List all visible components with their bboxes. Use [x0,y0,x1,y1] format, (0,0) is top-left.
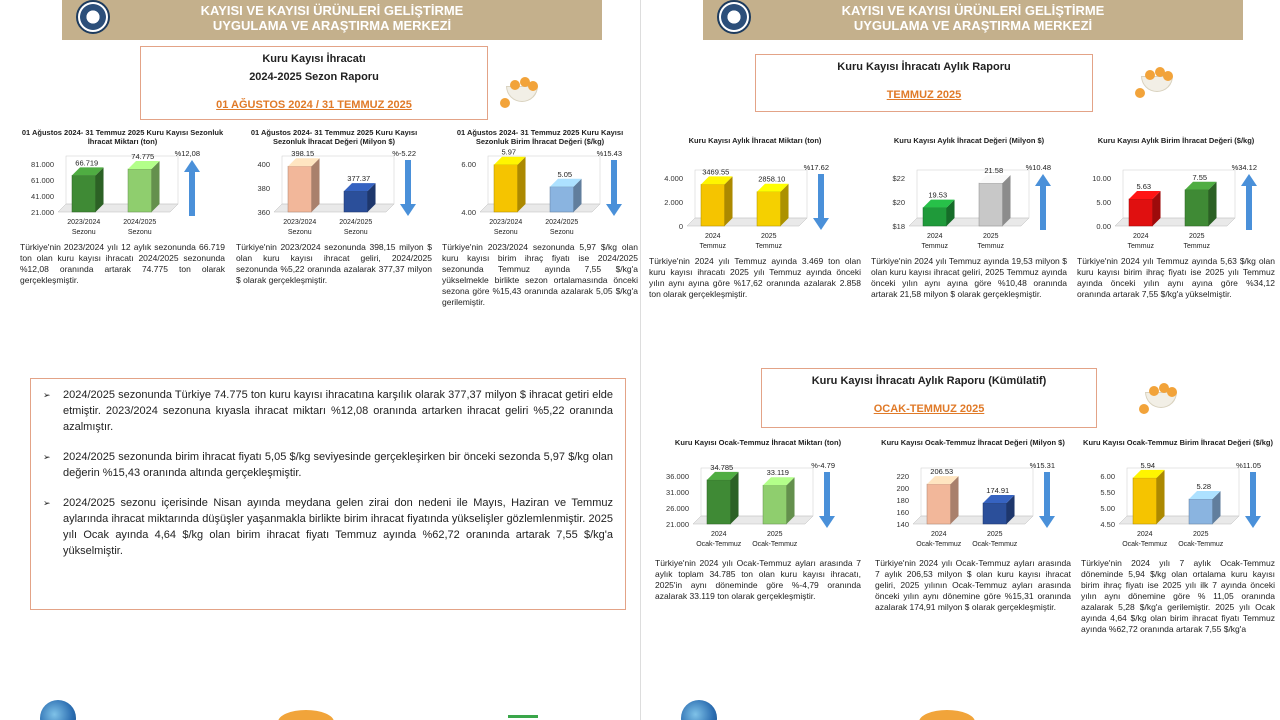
category-label: 2025 [986,531,1003,538]
season-report-title-box [140,46,488,120]
y-tick-label: 6.00 [461,160,476,169]
bar-front [494,165,518,212]
category-label: 2023/2024 [489,219,523,226]
chart-svg [655,458,845,554]
category-label: 2025 [1192,531,1209,538]
panel-title: Kuru Kayısı Ocak-Temmuz İhracat Değeri (Milyon $) [881,438,1065,447]
globe-icon [40,700,76,720]
y-tick-label: 4.000 [664,174,683,183]
panel-description: Türkiye'nin 2024 yılı Temmuz ayında 19,53 milyon $ olan kuru kayısı ihracat geliri, 2025 Temmuz ayında önceki yılın aynı ayına göre %10,48 oranında artarak 21,58 milyon $ olarak gerçekleşmiştir. [871,256,1067,299]
cumulative-report-period: OCAK-TEMMUZ 2025 [873,403,985,415]
bar-side [1157,470,1165,524]
category-label: 2024 [930,531,947,538]
y-tick-label: 220 [896,472,909,481]
cumulative-value-panel [875,438,1071,613]
category-label: 2025 [1188,233,1205,240]
category-label: Ocak-Temmuz [916,541,962,548]
bar-front [707,480,731,524]
y-tick-label: 140 [896,520,909,529]
change-arrow-down-icon [819,516,835,528]
category-label: Temmuz [755,243,782,250]
footer-decoration [641,696,1280,720]
category-label: 2024 [1136,531,1153,538]
bar-value-label: 3469.55 [702,167,730,177]
footer-decoration [0,696,640,720]
cumulative-quantity-panel [655,438,861,602]
bar-value-label: 5.05 [557,169,573,179]
y-tick-label: 360 [257,208,270,217]
right-report-page [640,0,1280,720]
bar-value-label: 33.119 [766,468,789,478]
change-percentage-label: %-4.79 [811,461,835,470]
y-tick-label: 200 [896,484,909,493]
y-tick-label: $22 [892,174,905,183]
y-tick-label: 5.00 [1096,198,1111,207]
category-label: Ocak-Temmuz [972,541,1018,548]
category-label: 2024/2025 [339,219,373,226]
bar-side [312,158,320,212]
panel-description: Türkiye'nin 2024 yılı Temmuz ayında 5,63 $/kg olan kuru kayısı birim ihraç fiyatı ise 2025 yılı Temmuz ayında önceki yılın aynı ayına göre %34,12 oranında artarak 7,55 $/kg'a yükselmiştir. [1077,256,1275,299]
change-arrow-shaft [189,170,195,216]
chart-svg [236,146,426,242]
bar-value-label: 5.63 [1136,181,1152,191]
category-label: Ocak-Temmuz [1178,541,1224,548]
change-percentage-label: %15.43 [596,149,622,158]
university-logo-icon [717,0,751,34]
category-label: 2025 [760,233,777,240]
bar-front [701,184,725,226]
y-tick-label: 6.00 [1100,472,1115,481]
category-label: 2024 [704,233,721,240]
category-label: Temmuz [1183,243,1210,250]
bar-front [927,484,951,524]
category-label: 2024 [710,531,727,538]
change-arrow-shaft [818,174,824,220]
bar-value-label: 66.719 [75,158,99,168]
change-arrow-up-icon [184,160,200,172]
header-line1: KAYISI VE KAYISI ÜRÜNLERİ GELİŞTİRME [841,3,1105,18]
category-label: Sezonu [493,229,518,236]
panel-title: Kuru Kayısı Aylık İhracat Miktarı (ton) [688,136,822,145]
apricot-heap-icon [919,710,975,720]
summary-text: 2024/2025 sezonunda birim ihracat fiyatı 5,05 $/kg seviyesinde gerçekleşirken bir önceki sezonda 5,97 $/kg olan değerin %15,43 oranında altında gerçekleşmiştir. [63,451,613,479]
y-tick-label: 81.000 [31,160,54,169]
report-title-line2: 2024-2025 Sezon Raporu [249,71,379,83]
change-arrow-down-icon [813,218,829,230]
bullet-arrow-icon: ➢ [43,498,51,508]
bar-value-label: 398.15 [291,149,315,159]
change-arrow-down-icon [1039,516,1055,528]
y-tick-label: 61.000 [31,176,54,185]
monthly-quantity-panel [649,136,861,300]
bar-value-label: 206.53 [930,467,954,477]
category-label: Sezonu [287,229,312,236]
y-tick-label: 4.00 [461,208,476,217]
category-label: 2025 [766,531,783,538]
category-label: Ocak-Temmuz [1122,541,1168,548]
y-tick-label: 160 [896,508,909,517]
bar-value-label: 377.37 [347,174,371,184]
monthly-unit-price-chart [1077,160,1275,256]
y-tick-label: 5.00 [1100,504,1115,513]
y-tick-label: 5.50 [1100,488,1115,497]
cumulative-unit-price-panel [1081,438,1275,635]
change-percentage-label: %17.62 [803,163,829,172]
chart-svg [649,160,839,256]
season-quantity-chart [20,146,225,242]
panel-description: Türkiye'nin 2023/2024 sezonunda 398,15 milyon $ olan kuru kayısı ihracat geliri, 2024/2025 sezonunda %5,22 oranında azalarak 377,37 milyon $ olarak gerçekleşmiştir. [236,242,432,285]
bar-value-label: 21.58 [984,166,1004,176]
change-arrow-shaft [405,160,411,206]
panel-description: Türkiye'nin 2024 yılı Ocak-Temmuz ayları arasında 7 aylık toplam 34.785 ton olan kuru kayısı ihracatı, 2025'in aynı döneminde göre %-4,79 oranında azalarak 33.119 ton olarak gerçekleşmiştir. [655,558,861,601]
bar-side [518,157,526,212]
apricot-heap-icon [278,710,334,720]
report-title-line1: Kuru Kayısı İhracatı [262,53,366,65]
summary-text: 2024/2025 sezonunda Türkiye 74.775 ton kuru kayısı ihracatına karşılık olarak 377,37 milyon $ ihracat getiri elde etmiştir. 2023/2024 sezonuna kıyasla ihracat miktarı %12,08 oranında artarken ihracat geliri %5,22 oranında azalmıştır. [63,389,613,433]
chart-svg [1077,160,1267,256]
bar-front [757,192,781,226]
category-label: Temmuz [921,243,948,250]
change-percentage-label: %12,08 [174,149,200,158]
category-label: Sezonu [71,229,96,236]
change-arrow-down-icon [606,204,622,216]
category-label: Ocak-Temmuz [696,541,742,548]
panel-description: Türkiye'nin 2024 yılı Temmuz ayında 3.469 ton olan kuru kayısı ihracatı 2025 yılı Temmuz ayında önceki yılın aynı ayına göre %17,62 oranında azalarak 2.858 ton olarak gerçekleşmiştir. [649,256,861,299]
season-value-panel [236,128,432,286]
bar-value-label: 5.97 [501,147,517,157]
monthly-unit-price-panel [1077,136,1275,300]
y-tick-label: 180 [896,496,909,505]
panel-title: 01 Ağustos 2024- 31 Temmuz 2025 Kuru Kayısı Sezonluk İhracat Miktarı (ton) [21,128,224,146]
summary-item [43,387,613,435]
panel-title: Kuru Kayısı Ocak-Temmuz İhracat Miktarı (ton) [674,438,842,447]
category-label: 2023/2024 [67,219,101,226]
category-label: Sezonu [343,229,368,236]
y-tick-label: 0.00 [1096,222,1111,231]
y-tick-label: $20 [892,198,905,207]
category-label: Sezonu [549,229,574,236]
change-percentage-label: %-5.22 [392,149,416,158]
header-line1: KAYISI VE KAYISI ÜRÜNLERİ GELİŞTİRME [200,3,464,18]
bar-front [72,175,96,212]
bar-side [1003,175,1011,226]
monthly-report-title-box [755,54,1093,112]
change-arrow-shaft [611,160,617,206]
panel-description: Türkiye'nin 2024 yılı Ocak-Temmuz ayları arasında 7 aylık 206,53 milyon $ olan kuru kayısı ihracat geliri, 2025 yılının Ocak-Temmuz ayları arasında önceki yılın aynı dönemine göre %15,31 oranında azalarak 174,91 milyon $ olarak gerçekleşmiştir. [875,558,1071,612]
bar-front [763,485,787,524]
panel-title: 01 Ağustos 2024- 31 Temmuz 2025 Kuru Kayısı Sezonluk Birim İhracat Değeri ($/kg) [456,128,624,146]
change-arrow-down-icon [1245,516,1261,528]
header-line2: UYGULAMA VE ARAŞTIRMA MERKEZİ [853,18,1093,33]
bar-front [550,187,574,212]
bar-front [979,183,1003,226]
y-tick-label: 380 [257,184,270,193]
chart-svg [442,146,632,242]
monthly-quantity-chart [649,160,861,256]
bar-front [1129,199,1153,226]
bullet-arrow-icon: ➢ [43,452,51,462]
bar-value-label: 74.775 [131,151,155,161]
category-label: 2023/2024 [283,219,317,226]
panel-description: Türkiye'nin 2023/2024 yılı 12 aylık sezonunda 66.719 ton olan kuru kayısı ihracatı 2024/2025 sezonunda %12,08 oranında artarak 74.775 ton olarak gerçekleşmiştir. [20,242,225,285]
change-percentage-label: %10.48 [1025,163,1051,172]
y-tick-label: 10.00 [1092,174,1111,183]
change-percentage-label: %11.05 [1236,461,1261,470]
season-value-chart [236,146,432,242]
monthly-value-chart [871,160,1067,256]
monthly-report-title: Kuru Kayısı İhracatı Aylık Raporu [837,61,1011,73]
panel-title: 01 Ağustos 2024- 31 Temmuz 2025 Kuru Kayısı Sezonluk İhracat Değeri (Milyon $) [250,128,418,146]
category-label: 2024 [1132,233,1149,240]
category-label: Sezonu [127,229,152,236]
bar-value-label: 19.53 [928,190,948,200]
chart-svg [875,458,1065,554]
header-line2: UYGULAMA VE ARAŞTIRMA MERKEZİ [212,18,452,33]
bar-side [152,161,160,212]
panel-title: Kuru Kayısı Aylık İhracat Değeri (Milyon $) [893,136,1045,145]
bar-side [951,476,959,524]
chart-svg [871,160,1061,256]
bar-front [983,503,1007,524]
bar-value-label: 174.91 [986,486,1010,496]
bar-value-label: 2858.10 [758,174,786,184]
bullet-arrow-icon: ➢ [43,390,51,400]
bar-side [731,472,739,524]
apricot-bowl-icon [500,74,540,108]
category-label: 2025 [982,233,999,240]
y-tick-label: 41.000 [31,192,54,201]
cumulative-report-title: Kuru Kayısı İhracatı Aylık Raporu (Kümülatif) [811,375,1047,387]
bar-side [787,477,795,524]
globe-icon [681,700,717,720]
y-tick-label: 2.000 [664,198,683,207]
category-label: Ocak-Temmuz [752,541,798,548]
category-label: 2024/2025 [545,219,579,226]
change-arrow-up-icon [1241,174,1257,186]
category-label: 2024 [926,233,943,240]
chart-svg [1081,458,1271,554]
growth-arrow-icon [508,704,538,718]
y-tick-label: 400 [257,160,270,169]
cumulative-value-chart [875,458,1071,554]
panel-title: Kuru Kayısı Ocak-Temmuz Birim İhracat Değeri ($/kg) [1083,438,1273,447]
cumulative-report-title-box [761,368,1097,428]
y-tick-label: 0 [678,222,683,231]
y-tick-label: $18 [892,222,905,231]
category-label: Temmuz [1127,243,1154,250]
change-percentage-label: %15.31 [1029,461,1055,470]
bar-side [725,176,733,226]
bar-front [344,191,368,212]
season-unit-price-panel [442,128,638,308]
bar-front [1133,478,1157,524]
category-label: Temmuz [977,243,1004,250]
bar-front [1185,190,1209,226]
header-banner [62,0,602,40]
change-arrow-up-icon [1035,174,1051,186]
apricot-bowl-icon [1135,64,1175,98]
change-arrow-shaft [1040,184,1046,230]
monthly-value-panel [871,136,1067,300]
chart-svg [20,146,210,242]
y-tick-label: 21.000 [31,208,54,217]
panel-title: Kuru Kayısı Aylık Birim İhracat Değeri ($/kg) [1097,136,1255,145]
change-percentage-label: %34.12 [1231,163,1257,172]
y-tick-label: 26.000 [666,504,689,513]
summary-item [43,449,613,481]
bar-value-label: 34.785 [710,462,734,472]
apricot-bowl-icon [1139,380,1179,414]
bar-value-label: 5.28 [1196,482,1212,492]
category-label: 2024/2025 [123,219,157,226]
university-logo-icon [76,0,110,34]
y-tick-label: 4.50 [1100,520,1115,529]
y-tick-label: 36.000 [666,472,689,481]
change-arrow-shaft [1250,472,1256,518]
report-period: 01 AĞUSTOS 2024 / 31 TEMMUZ 2025 [216,99,412,111]
season-unit-price-chart [442,146,638,242]
bar-front [288,166,312,212]
cumulative-quantity-chart [655,458,861,554]
y-tick-label: 21.000 [666,520,689,529]
panel-description: Türkiye'nin 2023/2024 sezonunda 5,97 $/kg olan kuru kayısı birim ihraç fiyatı ise 2024/2025 sezonunda Temmuz ayında 7,55 $/kg'a yükselmekle birlikte sezon ortalamasında önceki sezona göre %15,43 oranında azalarak 5,05 $/kg'a gerilemiştir. [442,242,638,307]
category-label: Temmuz [699,243,726,250]
change-arrow-shaft [1246,184,1252,230]
y-tick-label: 31.000 [666,488,689,497]
season-quantity-panel [20,128,225,286]
bar-front [923,208,947,226]
summary-item [43,495,613,559]
change-arrow-shaft [824,472,830,518]
bar-value-label: 5.94 [1140,460,1156,470]
season-summary-box [30,378,626,610]
header-banner [703,0,1243,40]
change-arrow-down-icon [400,204,416,216]
summary-text: 2024/2025 sezonu içerisinde Nisan ayında meydana gelen zirai don nedeni ile Mayıs, Haziran ve Temmuz aylarında ihracat miktarında düşüşler yaşanmakla birlikte birim ihracat fiyatında yükselişler gözlemlenmiştir. 2025 yılı Ocak ayında 4,64 $/kg olan birim ihracat fiyatı Temmuz ayında %62,72 oranında artarak 7,55 $/kg'a yükselmiştir. [63,497,613,557]
change-arrow-shaft [1044,472,1050,518]
bar-value-label: 7.55 [1192,172,1208,182]
bar-front [1189,499,1213,524]
cumulative-unit-price-chart [1081,458,1275,554]
bar-front [128,169,152,212]
panel-description: Türkiye'nin 2024 yılı 7 aylık Ocak-Temmuz döneminde 5,94 $/kg olan ortalama kuru kayısı birim ihraç fiyatı ise 2025 yılı ilk 7 ayında önceki yılın aynı dönemine göre % 11,05 oranında azalarak 5,28 $/kg'a gerilemiştir. 2025 yılı Ocak ayında 4,64 $/kg olan birim ihracat fiyatı Temmuz ayında %62,72 oranında artarak 7,55 $/kg'a [1081,558,1275,634]
monthly-report-period: TEMMUZ 2025 [886,89,962,101]
